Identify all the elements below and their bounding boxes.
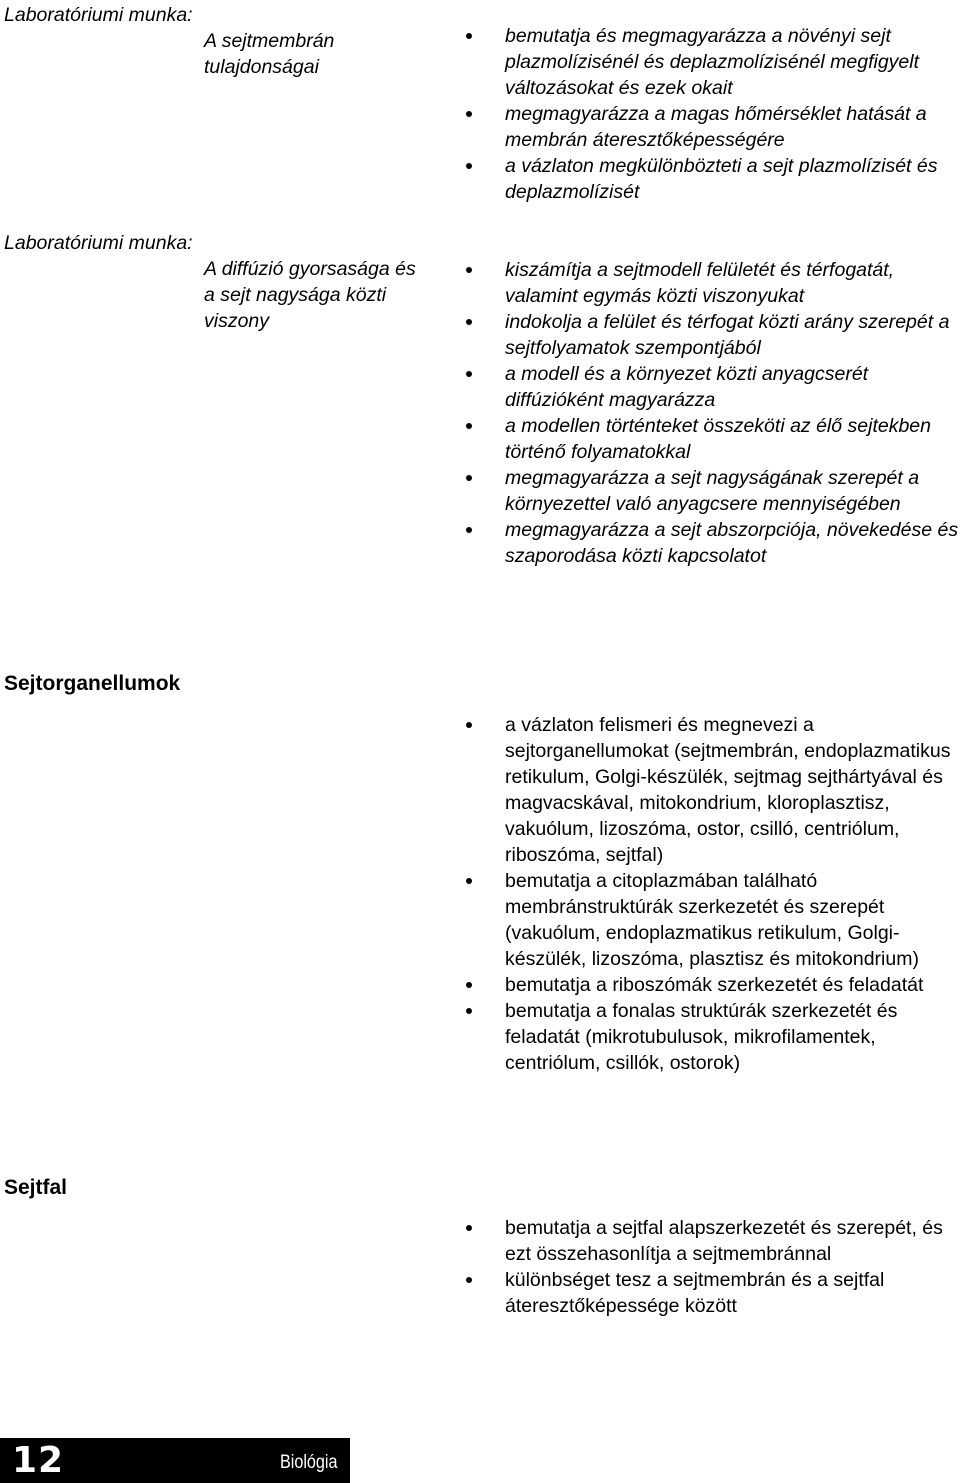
list-item: bemutatja a sejtfal alapszerkezetét és szerepét, és ezt összehasonlítja a sejtmembránnal	[463, 1215, 960, 1267]
lab-work-label: Laboratóriumi munka:	[4, 232, 193, 254]
lab-work-membrane-heading	[4, 2, 454, 80]
lab-work-label: Laboratóriumi munka:	[4, 4, 193, 26]
cell-wall-heading: Sejtfal	[4, 1176, 68, 1199]
list-item: a vázlaton felismeri és megnevezi a sejtorganellumokat (sejtmembrán, endoplazmatikus retikulum, Golgi-készülék, sejtmag sejthártyával és magvacskával, mitokondrium, kloroplasztisz, vakuólum, lizoszóma, ostor, csilló, centriólum, riboszóma, sejtfal)	[463, 712, 960, 868]
page-number: 12	[12, 1440, 65, 1481]
list-item: bemutatja a fonalas struktúrák szerkezetét és feladatát (mikrotubulusok, mikrofilamentek, centriólum, csillók, ostorok)	[463, 998, 960, 1076]
cell-wall-objectives-list	[463, 1215, 960, 1319]
list-item: megmagyarázza a sejt nagyságának szerepét a környezettel való anyagcsere mennyiségében	[463, 465, 960, 517]
organelles-objectives-list	[463, 712, 960, 1076]
lab-work-title-line: A sejtmembrán	[204, 30, 335, 52]
list-item: a modellen történteket összeköti az élő sejtekben történő folyamatokkal	[463, 413, 960, 465]
lab-work-title-line: A diffúzió gyorsasága és	[204, 258, 416, 280]
list-item: a vázlaton megkülönbözteti a sejt plazmolízisét és deplazmolízisét	[463, 153, 960, 205]
list-item: különbséget tesz a sejtmembrán és a sejtfal áteresztőképessége között	[463, 1267, 960, 1319]
diffusion-objectives-list	[463, 257, 960, 569]
list-item: bemutatja a citoplazmában található membránstruktúrák szerkezetét és szerepét (vakuólum, endoplazmatikus retikulum, Golgi-készülék, lizoszóma, plasztisz és mitokondrium)	[463, 868, 960, 972]
list-item: indokolja a felület és térfogat közti arány szerepét a sejtfolyamatok szempontjából	[463, 309, 960, 361]
list-item: bemutatja a riboszómák szerkezetét és feladatát	[463, 972, 960, 998]
subject-label: Biológia	[280, 1452, 338, 1473]
list-item: bemutatja és megmagyarázza a növényi sejt plazmolízisénél és deplazmolízisénél megfigyelt változásokat és ezek okait	[463, 23, 960, 101]
page-footer	[0, 1438, 350, 1483]
lab-work-title-line: viszony	[204, 310, 270, 332]
list-item: kiszámítja a sejtmodell felületét és térfogatát, valamint egymás közti viszonyukat	[463, 257, 960, 309]
list-item: a modell és a környezet közti anyagcserét diffúzióként magyarázza	[463, 361, 960, 413]
membrane-objectives-list	[463, 23, 960, 205]
lab-work-title-line: tulajdonságai	[204, 56, 319, 78]
organelles-heading: Sejtorganellumok	[4, 672, 181, 695]
lab-work-title-line: a sejt nagysága közti	[204, 284, 387, 306]
list-item: megmagyarázza a magas hőmérséklet hatását a membrán áteresztőképességére	[463, 101, 960, 153]
lab-work-diffusion-heading	[4, 230, 454, 334]
list-item: megmagyarázza a sejt abszorpciója, növekedése és szaporodása közti kapcsolatot	[463, 517, 960, 569]
